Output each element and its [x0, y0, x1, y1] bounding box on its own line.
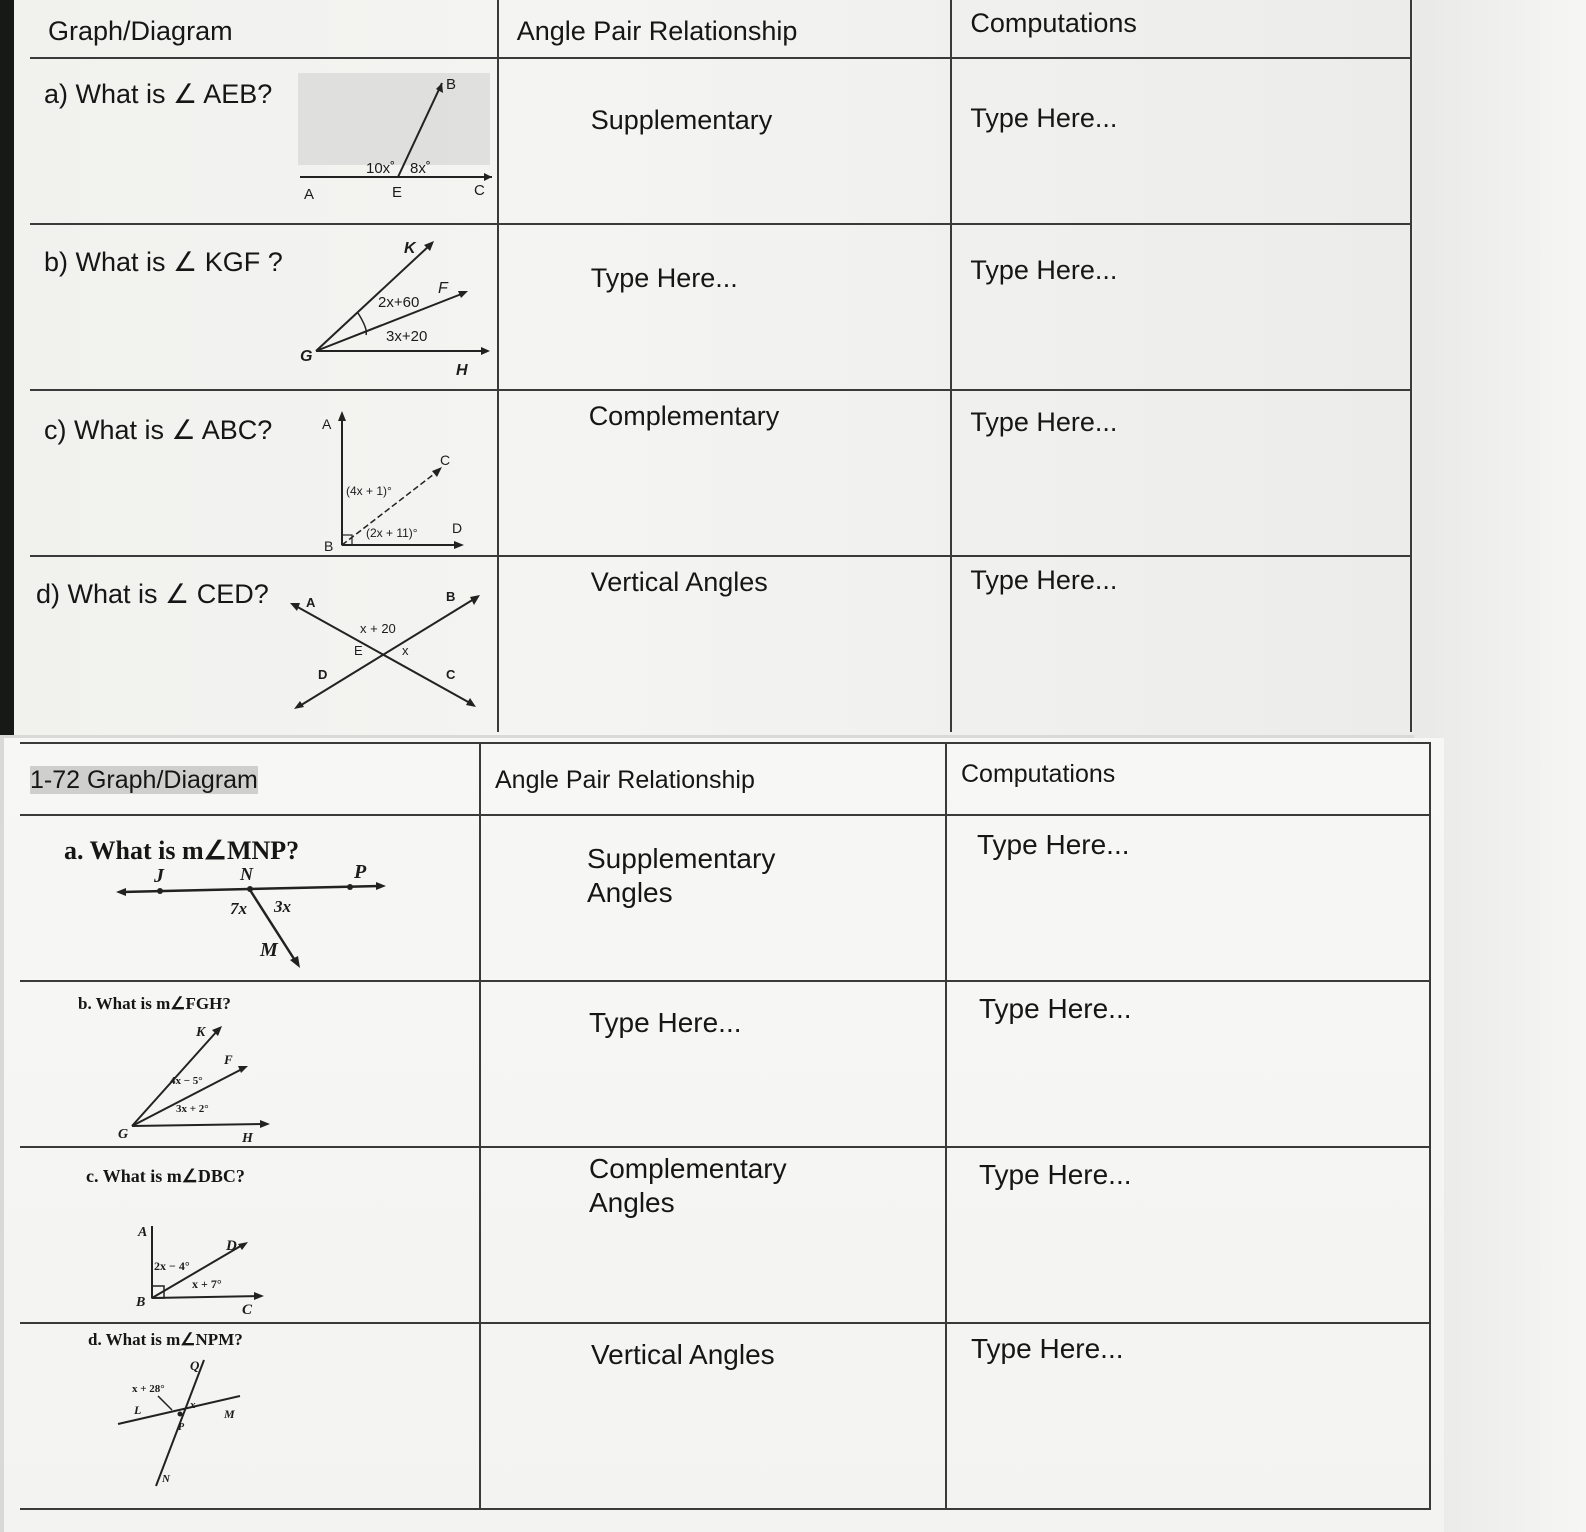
point-label: A [322, 416, 332, 432]
relationship-2d: Vertical Angles [591, 1339, 775, 1370]
angle-label: 2x+60 [378, 294, 420, 311]
header-computations-2: Computations [946, 743, 1430, 815]
question-2d-prefix: d. [88, 1330, 102, 1349]
point-label: C [242, 1302, 253, 1318]
angle-label: 2x − 4° [154, 1259, 190, 1273]
computations-cell-2a[interactable] [946, 815, 1430, 981]
relationship-2c-line2: Angles [589, 1187, 675, 1218]
relationship-cell-a[interactable] [498, 58, 952, 224]
relationship-b: Type Here... [590, 263, 738, 293]
angle-label: x [402, 643, 409, 658]
relationship-a: Supplementary [590, 105, 773, 135]
computations-c: Type Here... [970, 407, 1118, 437]
figure-c [318, 405, 488, 555]
point-label: B [446, 76, 457, 93]
figure-b [296, 231, 496, 381]
angle-label: (4x + 1)° [346, 484, 392, 498]
point-label: L [134, 1403, 142, 1417]
header-diagram-2-label: 1-72 Graph/Diagram [30, 766, 258, 794]
relationship-cell-d[interactable] [498, 556, 952, 732]
header-diagram: Graph/Diagram [30, 0, 498, 58]
point-label: K [404, 240, 416, 257]
point-label: D [318, 667, 328, 682]
point-label: N [162, 1473, 170, 1485]
computations-cell-2d[interactable] [946, 1323, 1430, 1509]
angle-label: x + 28° [132, 1383, 165, 1395]
question-c: c) What is ∠ ABC? [44, 415, 273, 445]
relationship-d: Vertical Angles [590, 567, 768, 597]
relationship-cell-c[interactable] [498, 390, 952, 556]
point-label: H [242, 1131, 253, 1146]
figure-2d [116, 1358, 256, 1498]
relationship-cell-2d[interactable] [480, 1323, 946, 1509]
figure-2b [116, 1020, 286, 1150]
header-computations: Computations [951, 0, 1411, 58]
computations-cell-d[interactable] [951, 556, 1411, 732]
header-diagram-2 [20, 743, 480, 815]
point-label: D [452, 520, 463, 536]
point-label: G [300, 348, 313, 365]
point-label: H [456, 362, 468, 379]
diagram-cell-d [30, 556, 498, 732]
header-relationship: Angle Pair Relationship [498, 0, 952, 58]
question-2a-text: What is m∠MNP? [89, 836, 300, 865]
question-2b-prefix: b. [78, 994, 92, 1013]
point-label: B [136, 1295, 146, 1310]
point-label: E [354, 643, 363, 658]
diagram-cell-2a [20, 815, 480, 981]
angle-label: (2x + 11)° [366, 526, 418, 540]
angle-label: 3x+20 [386, 328, 428, 345]
figure-2a [114, 861, 394, 976]
relationship-2c-line1: Complementary [589, 1153, 787, 1184]
computations-2c: Type Here... [979, 1159, 1132, 1190]
computations-cell-c[interactable] [951, 390, 1411, 556]
diagram-cell-2d [20, 1323, 480, 1509]
computations-cell-2c[interactable] [946, 1147, 1430, 1323]
relationship-2b: Type Here... [589, 1007, 742, 1038]
point-label: M [260, 939, 278, 961]
angle-label: 4x − 5° [170, 1075, 203, 1087]
question-2b-text: What is m∠FGH? [95, 994, 231, 1013]
point-label: B [446, 589, 456, 604]
angle-label: x + 7° [192, 1277, 222, 1291]
point-label: Q [190, 1358, 200, 1373]
angle-label: x [190, 1399, 196, 1411]
computations-cell-b[interactable] [951, 224, 1411, 390]
point-label: F [224, 1052, 233, 1067]
angle-label: x + 20 [360, 621, 396, 636]
relationship-cell-2c[interactable] [480, 1147, 946, 1323]
computations-cell-2b[interactable] [946, 981, 1430, 1147]
question-2c [86, 1166, 245, 1187]
computations-2d: Type Here... [971, 1333, 1124, 1364]
angle-label: 8x˚ [410, 160, 431, 177]
question-2a [64, 836, 299, 866]
question-b: b) What is ∠ KGF ? [44, 247, 283, 277]
top-table [30, 0, 1412, 732]
figure-d [286, 587, 496, 717]
angle-label: 3x + 2° [176, 1103, 209, 1115]
point-label: A [306, 595, 316, 610]
relationship-2a-line2: Angles [587, 877, 673, 908]
point-label: P [354, 861, 367, 883]
point-label: P [178, 1422, 185, 1433]
point-label: B [324, 538, 334, 554]
point-label: C [474, 182, 485, 199]
point-label: G [118, 1127, 129, 1142]
angle-label: 10x˚ [366, 160, 396, 177]
relationship-cell-2b[interactable] [480, 981, 946, 1147]
computations-cell-a[interactable] [951, 58, 1411, 224]
question-2b [78, 994, 231, 1014]
diagram-cell-2c [20, 1147, 480, 1323]
computations-2b: Type Here... [979, 993, 1132, 1024]
point-label: A [138, 1225, 148, 1240]
computations-2a: Type Here... [977, 829, 1130, 860]
question-2c-text: What is m∠DBC? [102, 1166, 245, 1186]
relationship-c: Complementary [588, 401, 780, 431]
bottom-table [20, 742, 1431, 1510]
point-label: C [446, 667, 456, 682]
computations-d: Type Here... [970, 565, 1118, 595]
relationship-cell-2a[interactable] [480, 815, 946, 981]
point-label: C [440, 452, 451, 468]
diagram-cell-c [30, 390, 498, 556]
figure-2c [132, 1202, 282, 1322]
figure-a [296, 69, 496, 203]
point-label: F [438, 280, 448, 297]
question-2d [88, 1330, 243, 1350]
question-2d-text: What is m∠NPM? [105, 1330, 243, 1349]
computations-b: Type Here... [970, 255, 1118, 285]
question-a: a) What is ∠ AEB? [44, 79, 273, 109]
point-label: K [196, 1025, 206, 1040]
question-2a-prefix: a. [64, 836, 84, 865]
point-label: A [304, 186, 315, 203]
angle-label: 7x [230, 899, 247, 918]
computations-a: Type Here... [970, 103, 1118, 133]
relationship-cell-b[interactable] [498, 224, 952, 390]
point-label: D [226, 1238, 237, 1254]
point-label: M [224, 1407, 235, 1421]
diagram-cell-b [30, 224, 498, 390]
angle-label: 3x [274, 897, 291, 916]
point-label: N [240, 864, 253, 884]
point-label: E [392, 184, 403, 201]
relationship-2a-line1: Supplementary [587, 843, 776, 874]
question-2c-prefix: c. [86, 1166, 99, 1186]
point-label: J [154, 865, 164, 887]
question-d: d) What is ∠ CED? [36, 579, 269, 609]
diagram-cell-2b [20, 981, 480, 1147]
diagram-cell-a [30, 58, 498, 224]
header-relationship-2: Angle Pair Relationship [480, 743, 946, 815]
